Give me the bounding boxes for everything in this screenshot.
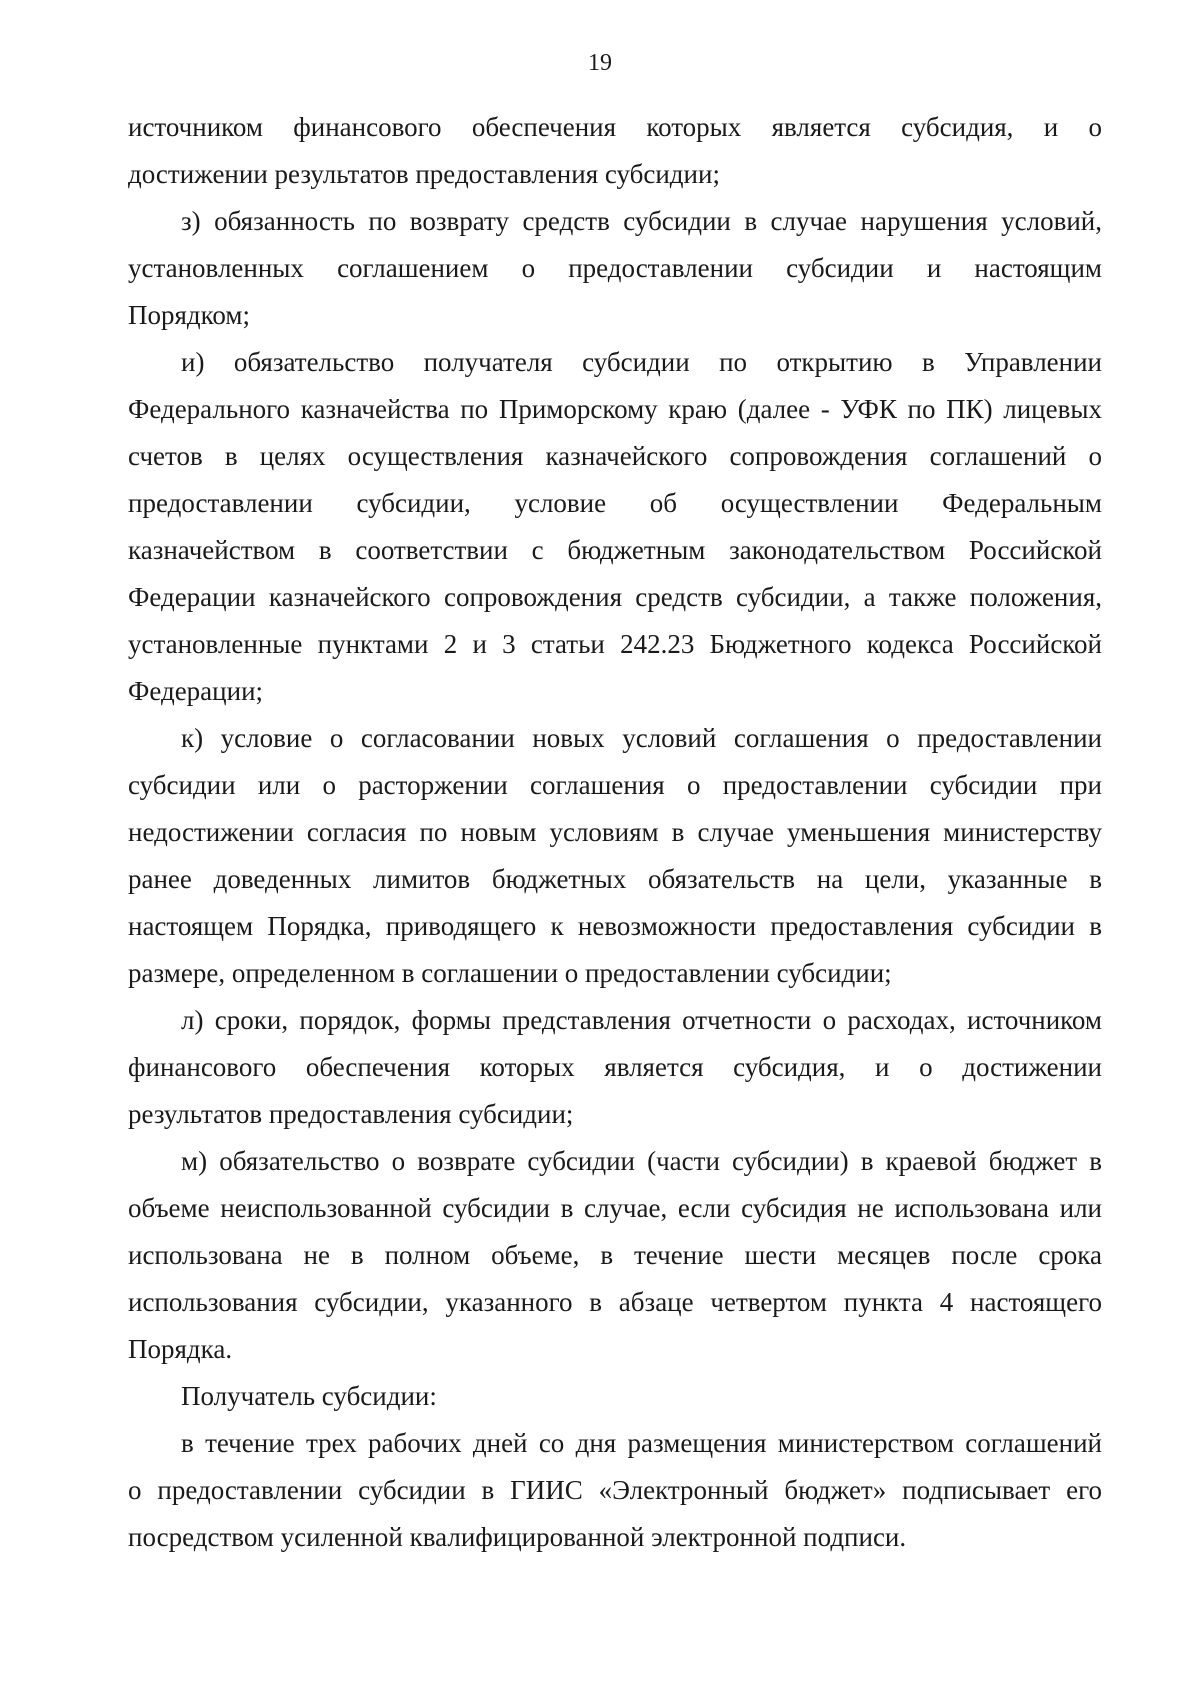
text-line: установленных соглашением о предоставлении субсидии и настоящим — [128, 253, 1102, 283]
text-line: счетов в целях осуществления казначейского сопровождения соглашений о — [128, 441, 1102, 471]
text-line: предоставлении субсидии, условие об осуществлении Федеральным — [128, 488, 1102, 518]
text-line: использования субсидии, указанного в абзаце четвертом пункта 4 настоящего — [128, 1287, 1102, 1317]
text-line: установленные пунктами 2 и 3 статьи 242.23 Бюджетного кодекса Российской — [128, 629, 1102, 659]
text-line: к) условие о согласовании новых условий соглашения о предоставлении — [181, 723, 1102, 753]
text-line: Порядка. — [128, 1334, 233, 1364]
document-body — [128, 104, 1102, 1561]
text-line: л) сроки, порядок, формы представления отчетности о расходах, источником — [181, 1005, 1102, 1035]
text-line: м) обязательство о возврате субсидии (части субсидии) в краевой бюджет в — [181, 1146, 1102, 1176]
text-line: настоящем Порядка, приводящего к невозможности предоставления субсидии в — [128, 911, 1102, 941]
text-line: о предоставлении субсидии в ГИИС «Электронный бюджет» подписывает его — [128, 1475, 1102, 1505]
text-line: казначейством в соответствии с бюджетным законодательством Российской — [128, 535, 1102, 565]
text-line: финансового обеспечения которых является субсидия, и о достижении — [128, 1052, 1102, 1082]
text-line: посредством усиленной квалифицированной электронной подписи. — [128, 1522, 907, 1552]
text-line: ранее доведенных лимитов бюджетных обязательств на цели, указанные в — [128, 864, 1102, 894]
text-line: з) обязанность по возврату средств субсидии в случае нарушения условий, — [181, 206, 1102, 236]
text-line: Порядком; — [128, 300, 250, 330]
text-line: Федерального казначейства по Приморскому краю (далее - УФК по ПК) лицевых — [128, 394, 1102, 424]
text-line: размере, определенном в соглашении о предоставлении субсидии; — [128, 958, 892, 988]
text-line: и) обязательство получателя субсидии по открытию в Управлении — [181, 347, 1102, 377]
text-line: источником финансового обеспечения которых является субсидия, и о — [128, 112, 1102, 142]
text-line: недостижении согласия по новым условиям в случае уменьшения министерству — [128, 817, 1102, 847]
text-line: Федерации казначейского сопровождения средств субсидии, а также положения, — [128, 582, 1102, 612]
text-line: достижении результатов предоставления субсидии; — [128, 159, 720, 189]
text-line: объеме неиспользованной субсидии в случае, если субсидия не использована или — [128, 1193, 1102, 1223]
text-line: Федерации; — [128, 676, 264, 706]
text-line: Получатель субсидии: — [181, 1381, 437, 1411]
text-line: использована не в полном объеме, в течение шести месяцев после срока — [128, 1240, 1102, 1270]
text-line: в течение трех рабочих дней со дня размещения министерством соглашений — [181, 1428, 1102, 1458]
text-line: субсидии или о расторжении соглашения о предоставлении субсидии при — [128, 770, 1102, 800]
text-line: результатов предоставления субсидии; — [128, 1099, 574, 1129]
page-number: 19 — [588, 50, 612, 76]
